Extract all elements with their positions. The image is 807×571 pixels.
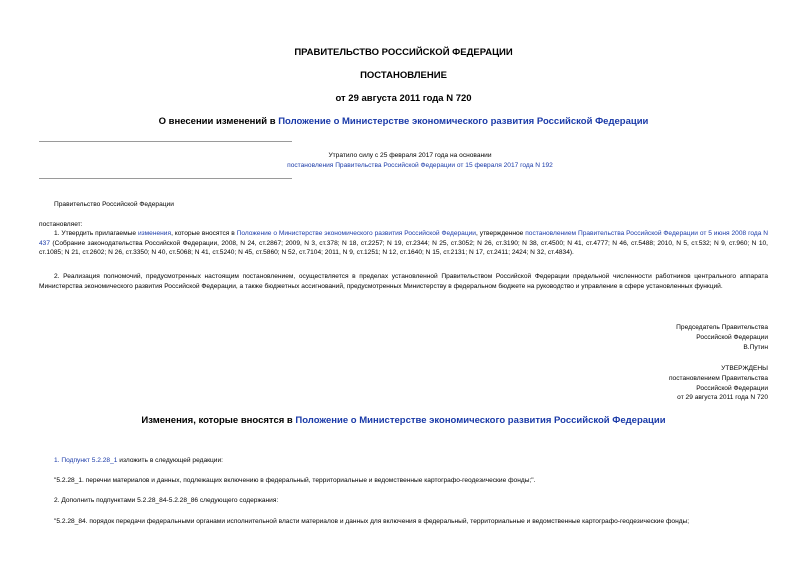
- quote-2: "5.2.28_84. порядок передачи федеральными органами исполнительной власти материалов и данных для включения в федеральный, территориальные и ведомственные картографо-геодезические фонды;: [54, 518, 690, 525]
- notice-bottom-rule: [39, 178, 292, 179]
- signature-line-2: Российской Федерации: [696, 333, 768, 341]
- change-item-2: 2. Дополнить подпунктами 5.2.28_84-5.2.28_86 следующего содержания:: [54, 497, 279, 504]
- item1-link[interactable]: Подпункт 5.2.28_1: [61, 457, 118, 464]
- quote-1: "5.2.28_1. перечни материалов и данных, подлежащих включению в федеральный, территориальные и ведомственные картографо-геодезические фонды;".: [54, 477, 536, 484]
- p1-text-c: , утвержденное: [475, 230, 526, 237]
- signature-line-1: Председатель Правительства: [676, 324, 768, 331]
- item1-text: изложить в следующей редакции:: [117, 457, 224, 464]
- body-decree: постановляет:: [39, 221, 83, 228]
- header-government: ПРАВИТЕЛЬСТВО РОССИЙСКОЙ ФЕДЕРАЦИИ: [294, 47, 513, 58]
- paragraph-1: [39, 229, 768, 258]
- p1-text-b: , которые вносятся в: [171, 230, 237, 237]
- approved-line-3: Российской Федерации: [696, 384, 768, 392]
- header-doc-type: ПОСТАНОВЛЕНИЕ: [360, 70, 447, 81]
- notice-top-rule: [39, 141, 292, 142]
- document-title: [0, 116, 807, 127]
- item1-number: 1.: [54, 457, 62, 464]
- notice-link[interactable]: постановления Правительства Российской Федерации от 15 февраля 2017 года N 192: [287, 162, 553, 169]
- change-item-1: [54, 456, 223, 466]
- approved-line-1: УТВЕРЖДЕНЫ: [721, 365, 768, 372]
- p1-text-d: (Собрание законодательства Российской Федерации, 2008, N 24, ст.2867; 2009, N 3, ст.378; N 18, ст.2257; N 19, ст.2344; N 25, ст.3052; N 26, ст.3190; N 38, ст.4500; N 41, ст.4777; N 46, ст.5488; 2010, N 5, ст.532; N 9, ст.960; N 10, ст.1085; N 21, ст.2602; N 26, ст.3350; N 40, ст.5068; N 41, ст.5240; N 45, ст.5860; N 52, ст.7104; 2011, N 9, ст.1251; N 12, ст.1640; N 15, ст.2131; N 17, ст.2411; 2424; N 32, ст.4834).: [39, 239, 768, 257]
- paragraph-2: 2. Реализация полномочий, предусмотренных настоящим постановлением, осуществляется в пределах установленной Правительством Российской Федерации предельной численности работников центрального аппарата Министерства экономического развития Российской Федерации, а также бюджетных ассигнований, предусмотренных Министерству в федеральном бюджете на руководство и управление в сфере установленных функций.: [39, 273, 768, 290]
- p1-link-decree-437[interactable]: постановлением Правительства Российской Федерации от 5 июня 2008 года N 437: [39, 230, 769, 247]
- p1-text-a: 1. Утвердить прилагаемые: [54, 230, 138, 237]
- notice-line-1: Утратило силу с 25 февраля 2017 года на основании: [328, 152, 492, 159]
- header-date-number: от 29 августа 2011 года N 720: [335, 93, 472, 104]
- signature-block: [676, 323, 768, 352]
- changes-title-prefix: Изменения, которые вносятся в: [141, 415, 296, 426]
- approved-block: [669, 364, 768, 403]
- p1-link-regulation[interactable]: Положение о Министерстве экономического развития Российской Федерации: [236, 230, 476, 237]
- changes-title: [0, 415, 807, 426]
- body-government: Правительство Российской Федерации: [54, 201, 174, 208]
- changes-title-link[interactable]: Положение о Министерстве экономического развития Российской Федерации: [295, 415, 666, 426]
- p1-link-changes[interactable]: изменения: [137, 230, 172, 237]
- signature-line-3: В.Путин: [743, 343, 768, 351]
- approved-line-4: от 29 августа 2011 года N 720: [677, 394, 768, 402]
- document-title-prefix: О внесении изменений в: [158, 116, 279, 127]
- approved-line-2: постановлением Правительства: [668, 374, 768, 382]
- document-title-link[interactable]: Положение о Министерстве экономического развития Российской Федерации: [278, 116, 649, 127]
